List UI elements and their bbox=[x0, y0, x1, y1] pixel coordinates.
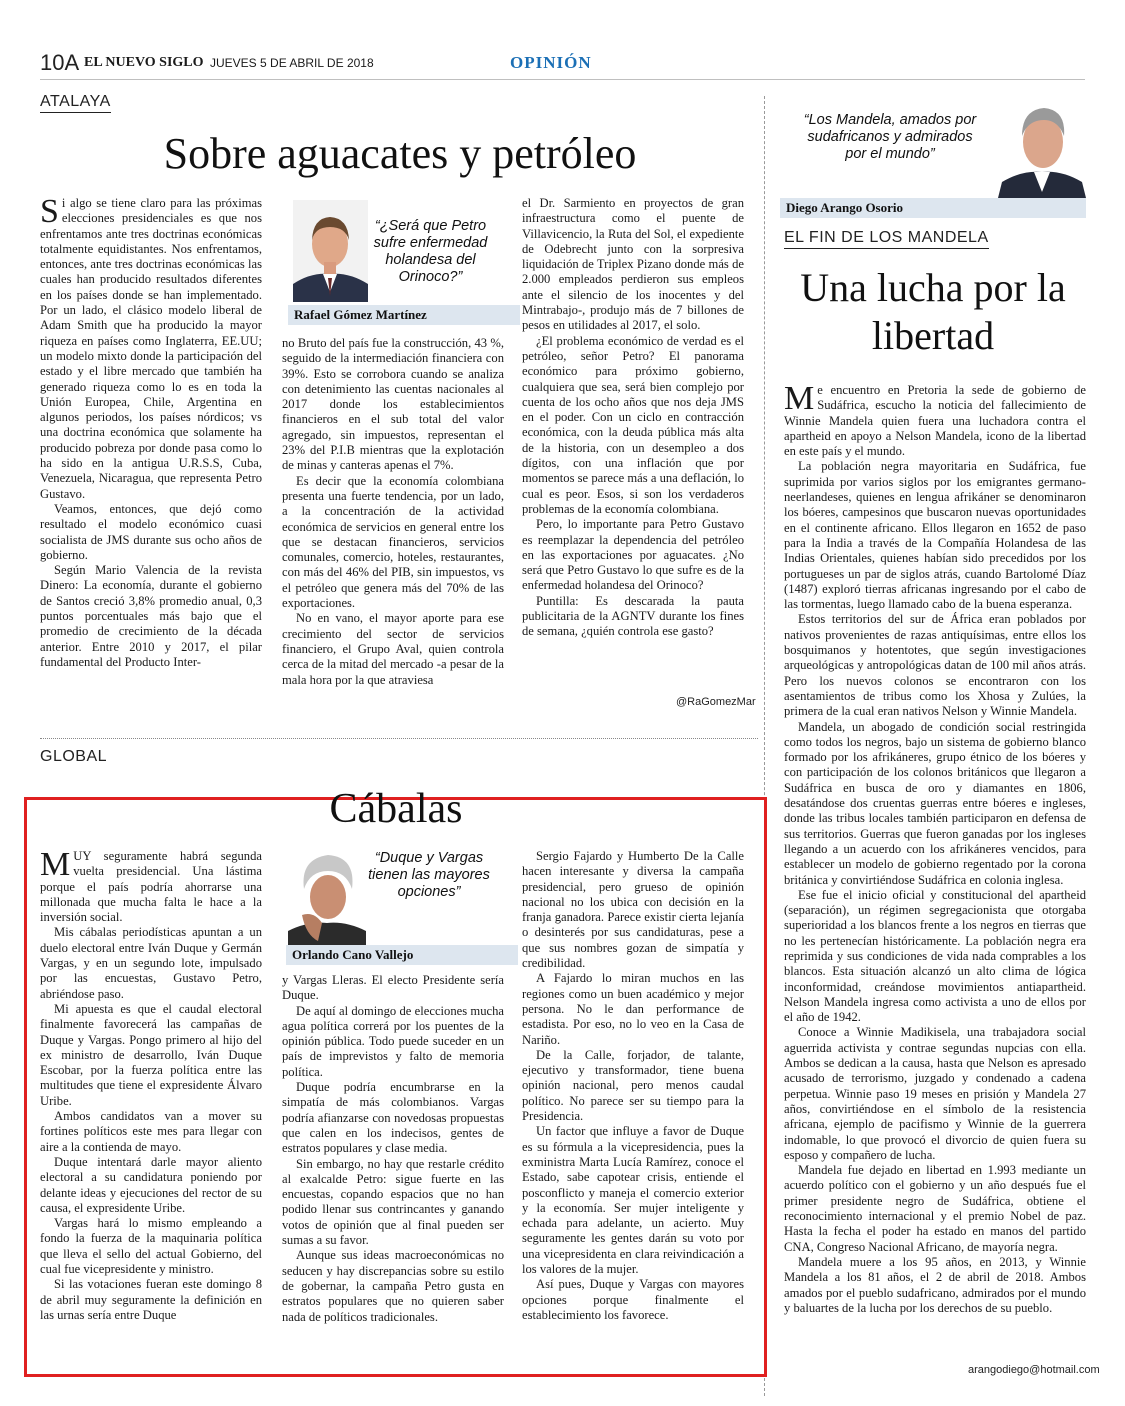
paragraph: Veamos, entonces, que dejó como resultado el modelo económico cuasi socialista de JMS durante sus ocho años de gobierno. bbox=[40, 501, 262, 562]
global-column-1 bbox=[40, 849, 262, 1369]
author-email: arangodiego@hotmail.com bbox=[968, 1364, 1100, 1376]
paragraph: Mandela fue dejado en libertad en 1.993 mediante un acuerdo político con el gobierno y un año después fue el primer presidente negro de Sudáfrica, obtiene el reconocimiento internacional y el premio Nobel de paz. Hasta la fecha el poder ha estado en manos del partido CNA, Congreso Nacional Africano, de mayoría negra. bbox=[784, 1163, 1086, 1254]
paragraph: Según Mario Valencia de la revista Dinero: La economía, durante el gobierno de Santos creció 3,8% promedio anual, 0,3 puntos porcentuales más bajo que el promedio de crecimiento de la década anterior. Entre 2010 y 2017, el pilar fundamental del Producto Inter- bbox=[40, 563, 262, 669]
global-title: Cábalas bbox=[329, 786, 463, 832]
paragraph: Un factor que influye a favor de Duque es su fórmula a la vicepresidencia, pues la exministra Marta Lucía Ramírez, conoce el Estado, sabe capotear crisis, entiende el posconflicto y maneja el comercio exterior y la economía. Ser mujer inteligente y echada para adelante, un acierto. Muy seguramente les gentes darán su voto por una vicepresidenta en clara reivindicación a los valores de la mujer. bbox=[522, 1124, 744, 1277]
paragraph: ¿El problema económico de verdad es el petróleo, señor Petro? El panorama económico para próximo gobierno, cualquiera que sea, será bien complejo por cuenta de los ocho años que nos deja JMS en el poder. Con un ciclo en contracción económica, con la deuda pública más alta de la historia, con un desempleo a dos dígitos, con una inflación que por momentos se parece más a una deflación, lo cual es peor. Esos, si son los verdaderos problemas de la economía colombiana. bbox=[522, 333, 744, 516]
mandela-title: Una lucha por la libertad bbox=[800, 265, 1066, 358]
paragraph: De la Calle, forjador, de talante, ejecutivo y transformador, tiene buena opinión nacional, pero menos caudal político. No parece ser su tiempo para la Presidencia. bbox=[522, 1047, 744, 1124]
page-number: 10A bbox=[40, 50, 80, 75]
atalaya-kicker: ATALAYA bbox=[40, 93, 111, 113]
global-byline: Orlando Cano Vallejo bbox=[286, 945, 518, 965]
atalaya-byline: Rafael Gómez Martínez bbox=[288, 305, 520, 325]
paragraph: Puntilla: Es descarada la pauta publicitaria de la AGNTV durante los fines de semana, ¿quién controla ese gasto? bbox=[522, 593, 744, 639]
author-handle: @RaGomezMar bbox=[676, 696, 756, 708]
paragraph: Mis cábalas periodísticas apuntan a un duelo electoral entre Iván Duque y Germán Vargas, y en un segundo lote, impulsado por las encuestas, Gustavo Petro, abriéndose paso. bbox=[40, 925, 262, 1001]
row-separator bbox=[40, 738, 758, 739]
paragraph: Estos territorios del sur de África eran poblados por nativos provenientes de razas antiquísimas, entre ellos los bosquimanos y hotentotes, que según investigaciones arqueológicas y antropológicas datan de 100 mil años atrás. Pero los nuevos colonos se encontraron con los asentamientos de tribus como los Xhosa y Zulúes, la primera de la cual eran nativos Nelson y Winnie Mandela. bbox=[784, 612, 1086, 719]
paragraph: Mi apuesta es que el caudal electoral finalmente favorecerá las campañas de Duque y Vargas. Pongo primero al hijo del ex ministro de desarrollo, Iván Duque Escobar, por la fuerza política entre las multitudes que tiene el expresidente Álvaro Uribe. bbox=[40, 1001, 262, 1108]
paragraph: Duque intentará darle mayor aliento electoral a su candidatura poniendo por delante ideas y ejecuciones del rector de su causa, el expresidente Uribe. bbox=[40, 1154, 262, 1215]
paragraph: Mandela muere a los 95 años, en 2013, y Winnie Mandela a los 81 años, el 2 de abril de 2018. Ambos amados por el pueblo sudafricano, admirados por el mundo y baluartes de la lucha por los derechos de su pueblo. bbox=[784, 1254, 1086, 1315]
mandela-pull-quote: “Los Mandela, amados por sudafricanos y admirados por el mundo” bbox=[803, 112, 977, 162]
paragraph: La población negra mayoritaria en Sudáfrica, fue suprimida por varios siglos por los emigrantes germano-neerlandeses, quienes en lengua afrikáner se denominaron los bóeres, campesinos que buscaron nuevas oportunidades en el continente africano. Ellos llegaron en 1652 de paso para la India a través de la Compañía Holandesa de las Indias Orientales, quienes habían sido precedidos por los portugueses un par de siglos atrás, cuando Bartolomé Díaz (1487) exploró tierras africanas ingresando por el cabo de las tormentas, luego llamado cabo de la buena esperanza. bbox=[784, 459, 1086, 612]
paragraph: De aquí al domingo de elecciones mucha agua política correrá por los puentes de la opinión pública. Todo puede suceder en un país de imprevistos y falto de memoria política. bbox=[282, 1003, 504, 1079]
paragraph: A Fajardo lo miran muchos en las regiones como un buen académico y mejor persona. No le dan performance de estadista. Por eso, no lo veo en la Casa de Nariño. bbox=[522, 971, 744, 1047]
paragraph: no Bruto del país fue la construcción, 43 %, seguido de la intermediación financiera con 39%. Esto se corrobora cuando se analiza con detenimiento las cuentas nacionales al 2017 donde los establecimientos financieros en el sub total del valor agregado, sin impuestos, representan el 23% del P.I.B mientras que la explotación de minas y canteras apenas el 7%. bbox=[282, 336, 504, 473]
atalaya-pull-quote: “¿Será que Petro sufre enfermedad holandesa del Orinoco?” bbox=[373, 218, 488, 285]
paragraph: el Dr. Sarmiento en proyectos de gran infraestructura como el puente de Villavicencio, la Ruta del Sol, el expediente de Odebrecht junto con la sorpresiva liquidación de Triplex Pizano donde más de 2.000 empleados perdieron sus empleos ante el silencio de los inocentes y del Mintrabajo-, produjo más de 7 billones de pesos en utilidades al 2017, el solo. bbox=[522, 196, 744, 333]
global-column-2 bbox=[282, 973, 504, 1369]
paragraph: Si las votaciones fueran este domingo 8 de abril muy seguramente la definición en las urnas sería entre Duque bbox=[40, 1277, 262, 1322]
paragraph: Es decir que la economía colombiana presenta una fuerte tendencia, por un lado, a la concentración de la actividad económica de servicios en general entre los que se destacan financieros, servicios comunales, comercio, hoteles, restaurantes, con más del 46% del PIB, sin impuestos, vs el petróleo que genera más del 70% de las exportaciones. bbox=[282, 473, 504, 611]
paragraph: Sin embargo, no hay que restarle crédito al exalcalde Petro: sigue fuerte en las encuestas, copando espacios que no han podido llenar sus contrincantes y ganando votos de opinión que al final pueden ser sumas a su favor. bbox=[282, 1156, 504, 1248]
paragraph: Conoce a Winnie Madikisela, una trabajadora social aguerrida activista y contrae segundas nupcias con ella. Ambos se dedican a la causa, hasta que Nelson es apresado acusado de terrorismo, juzgado y condenado a cadena perpetua. Winnie paso 19 meses en prisión y Mandela 27 años, convirtiéndose en el símbolo de la resistencia africana, ejemplo de pacifismo y Winnie de la guerrera indomable, lo que provocó el divorcio de quien fuera su esposo y compañero de lucha. bbox=[784, 1025, 1086, 1162]
paragraph: Así pues, Duque y Vargas con mayores opciones porque finalmente el establecimiento los favorece. bbox=[522, 1277, 744, 1322]
mandela-column bbox=[784, 383, 1086, 1359]
global-kicker: GLOBAL bbox=[40, 748, 108, 765]
mandela-kicker: EL FIN DE LOS MANDELA bbox=[784, 229, 989, 249]
paragraph: Mandela, un abogado de condición social restringida como todos los negros, bajo un sistema de gobierno blanco formado por los afrikáneres, grupo étnico de los bóeres y con participación de los colonos británicos que llegaron a Sudáfrica en busca de oro y diamantes en 1806, desatándose dos cruentas guerras entre bóeres e ingleses, donde las tribus locales también participaron en defensa de sus territorios. Guerras que fueron ganadas por los ingleses llegando a un acuerdo con los afrikáneres vencidos, para establecer un modelo de gobierno regentado por la corona británica y convirtiéndose Sudáfrica en colonia inglesa. bbox=[784, 719, 1086, 887]
paragraph: Sergio Fajardo y Humberto De la Calle hacen interesante y diversa la campaña presidencial, pero grueso de opinión nacional no los ubica con decisión en la franja ganadora. Parece existir cierta lejanía o desinterés por sus candidaturas, pese a que sus nombres gozan de simpatía y credibilidad. bbox=[522, 849, 744, 971]
drop-cap: S bbox=[40, 196, 59, 230]
newspaper-name: EL NUEVO SIGLO bbox=[84, 55, 204, 70]
global-column-3 bbox=[522, 849, 744, 1369]
section-name: OPINIÓN bbox=[510, 53, 592, 72]
global-pull-quote: “Duque y Vargas tienen las mayores opciones” bbox=[368, 850, 490, 900]
paragraph: Ese fue el inicio oficial y constitucional del apartheid (separación), un régimen segregacionista que otorgaba superioridad a los blancos frente a los negros en tierras que no les pertenecían históricamente. La población negra era reprimida y sus condiciones de vida nada comprables a los blancos. Esta situación alcanzó un alto clima de lógica inconformidad, creándose movimientos antiapartheid. Nelson Mandela ingresa como activista a uno de ellos por el año de 1942. bbox=[784, 887, 1086, 1025]
mandela-byline: Diego Arango Osorio bbox=[780, 198, 1086, 218]
masthead bbox=[40, 50, 1085, 80]
paragraph: Vargas hará lo mismo empleando a fondo la fuerza de la maquinaria política que lleva el sello del actual Gobierno, del cual fue vicepresidente y ministro. bbox=[40, 1216, 262, 1277]
paragraph: i algo se tiene claro para las próximas elecciones presidenciales es que nos enfrentamos ante tres doctrinas económicas totalmente equidistantes. Nos enfrentamos, entonces, ante tres doctrinas económicas las cuales han producido resultados diferentes en los países donde se han implementado. Por un lado, el clásico modelo liberal de Adam Smith que ha producido la mayor riqueza en países como Inglaterra, EE.UU; un modelo mixto donde la participación del estado y el libre mercado que también ha generado riqueza como lo es en toda la Unión Europea, Chile, Argentina en algunos periodos, los países nórdicos; vs una doctrina económica que solamente ha producido pobreza por donde pasa como lo ha sido en la antigua U.R.S.S, Cuba, Venezuela, Nicaragua, que representa Petro Gustavo. bbox=[40, 196, 262, 501]
atalaya-column-1 bbox=[40, 196, 262, 712]
paragraph: UY seguramente habrá segunda vuelta presidencial. Una lástima porque el país podría ahorrarse una millonada que mucha falta le hace a la inversión social. bbox=[40, 849, 262, 925]
issue-date: JUEVES 5 DE ABRIL DE 2018 bbox=[210, 56, 374, 70]
drop-cap: M bbox=[40, 849, 71, 883]
paragraph: Ambos candidatos van a mover su fortines políticos este mes para llegar con aire a la contienda de mayo. bbox=[40, 1109, 262, 1154]
paragraph: e encuentro en Pretoria la sede de gobierno de Sudáfrica, escucho la noticia del fallecimiento de Winnie Mandela quien fuera una luchadora contra el apartheid en apoyo a Nelson Mandela, icono de la libertad en este país y el mundo. bbox=[784, 383, 1086, 459]
paragraph: Pero, lo importante para Petro Gustavo es reemplazar la dependencia del petróleo en las exportaciones por aguacates. ¿No será que Petro Gustavo lo que sufre es de la enfermedad holandesa del Orinoco? bbox=[522, 517, 744, 593]
atalaya-column-3 bbox=[522, 196, 744, 692]
atalaya-column-2 bbox=[282, 336, 504, 712]
author-photo-rafael bbox=[293, 200, 368, 302]
author-photo-diego bbox=[998, 96, 1086, 198]
atalaya-title: Sobre aguacates y petróleo bbox=[163, 129, 637, 178]
paragraph: No en vano, el mayor aporte para ese crecimiento del sector de servicios financiero, el Grupo Aval, quien controla cerca de la mitad del mercado -a pesar de la mala hora por la que atraviesa bbox=[282, 611, 504, 687]
author-photo-orlando bbox=[288, 845, 366, 945]
paragraph: Aunque sus ideas macroeconómicas no seducen y hay discrepancias sobre su estilo de gobernar, la campaña Petro gusta en estratos populares que no quieren saber nada de políticos tradicionales. bbox=[282, 1248, 504, 1324]
paragraph: y Vargas Lleras. El electo Presidente sería Duque. bbox=[282, 973, 504, 1003]
paragraph: Duque podría encumbrarse en la simpatía de más colombianos. Vargas podría afianzarse con novedosas propuestas que calen en los indecisos, gentes de estratos populares y clase media. bbox=[282, 1080, 504, 1156]
drop-cap: M bbox=[784, 383, 815, 417]
